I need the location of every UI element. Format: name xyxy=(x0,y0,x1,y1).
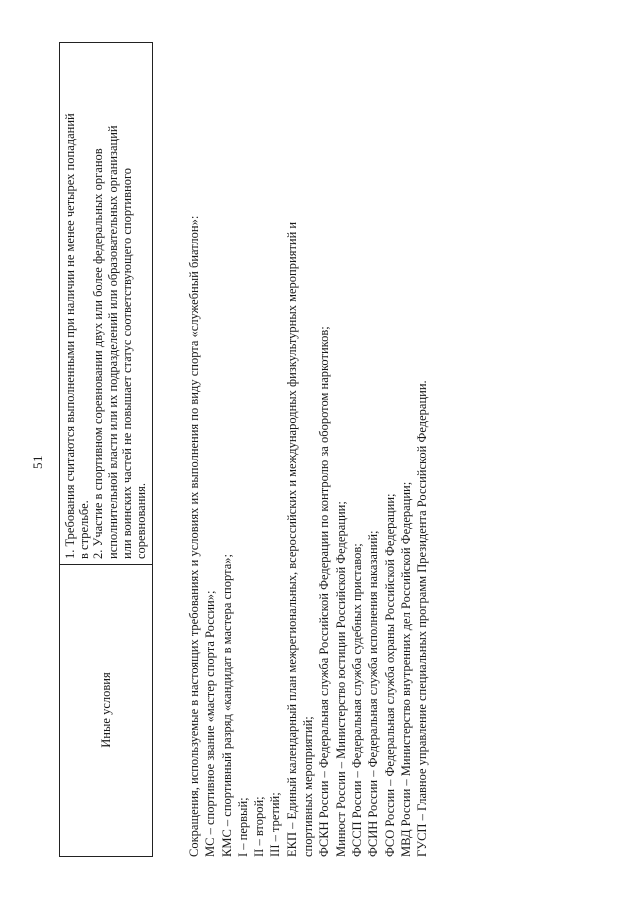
abbreviation-item: МВД России – Министерство внутренних дел Российской Федерации; xyxy=(398,481,413,857)
page-number: 51 xyxy=(30,455,45,469)
condition-line: исполнительной власти или их подразделений или образовательных организаций xyxy=(105,125,120,559)
abbreviation-item: ФСО России – Федеральная служба охраны Российской Федерации; xyxy=(382,493,397,857)
abbreviation-item: Минюст России – Министерство юстиции Российской Федерации; xyxy=(333,501,348,857)
condition-line: в стрельбе. xyxy=(77,500,92,559)
abbreviation-item: ЕКП – Единый календарный план межрегиональных, всероссийских и международных физкультурных мероприятий и xyxy=(284,221,299,857)
abbreviation-item: ФСКН России – Федеральная служба Российской Федерации по контролю за оборотом наркотиков; xyxy=(317,326,332,857)
abbreviation-item: спортивных мероприятий; xyxy=(301,716,316,857)
abbreviation-item: ФСИН России – Федеральная служба исполнения наказаний; xyxy=(366,530,381,857)
abbreviation-item: I – первый; xyxy=(235,797,250,857)
conditions-label: Иные условия xyxy=(60,565,153,857)
abbreviations-list xyxy=(186,27,430,857)
abbreviation-item: ФССП России – Федеральная служба судебных приставов; xyxy=(349,543,364,857)
abbreviation-item: III – третий; xyxy=(268,792,283,857)
condition-line: или воинских частей не повышает статус соответствующего спортивного xyxy=(119,167,134,559)
conditions-table xyxy=(59,42,153,857)
abbreviations-intro: Сокращения, используемые в настоящих требованиях и условиях их выполнения по виду спорта «служебный биатлон»: xyxy=(187,215,201,857)
abbreviation-item: II – второй; xyxy=(252,796,267,857)
conditions-text xyxy=(60,43,153,565)
condition-line: 1. Требования считаются выполненными при наличии не менее четырех попаданий xyxy=(63,113,77,559)
abbreviation-item: МС – спортивное звание «мастер спорта России»; xyxy=(203,590,218,857)
abbreviation-item: ГУСП – Главное управление специальных программ Президента Российской Федерации. xyxy=(415,380,430,857)
condition-line: 2. Участие в спортивном соревновании двух или более федеральных органов xyxy=(91,148,106,559)
condition-line: соревнования. xyxy=(134,483,149,559)
abbreviation-item: КМС – спортивный разряд «кандидат в мастера спорта»; xyxy=(219,554,234,857)
table-row xyxy=(60,43,153,857)
